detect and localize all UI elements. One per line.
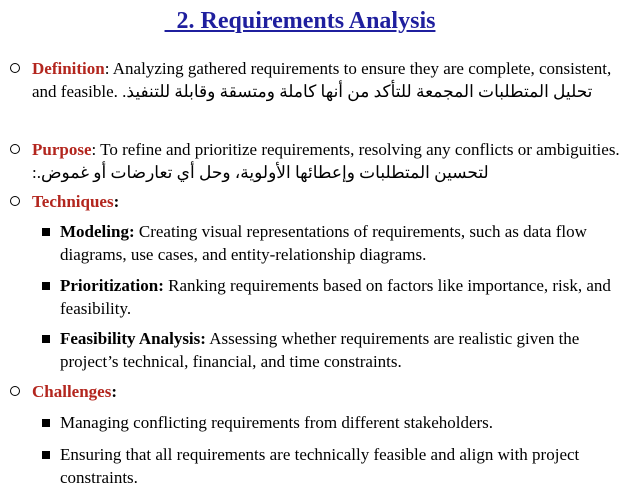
square-bullet-icon bbox=[42, 451, 50, 459]
square-bullet-icon bbox=[42, 419, 50, 427]
circle-bullet-icon bbox=[10, 196, 20, 206]
technique-item-prioritization bbox=[60, 274, 632, 320]
square-bullet-icon bbox=[42, 282, 50, 290]
technique-term: Modeling: bbox=[60, 222, 135, 241]
technique-text: Assessing whether requirements are realistic given the project’s technical, financial, and time constraints. bbox=[60, 329, 580, 371]
purpose-label: Purpose bbox=[32, 140, 92, 159]
challenge-item: Managing conflicting requirements from different stakeholders. bbox=[60, 413, 494, 432]
techniques-heading bbox=[32, 190, 632, 213]
slide-title: 2. Requirements Analysis bbox=[164, 8, 436, 34]
technique-text: Creating visual representations of requirements, such as data flow diagrams, use cases, and entity-relationship diagrams. bbox=[60, 222, 587, 264]
definition-label: Definition bbox=[32, 59, 105, 78]
purpose-text: : To refine and prioritize requirements, resolving any conflicts or ambiguities. : bbox=[32, 140, 620, 182]
technique-item-modeling bbox=[60, 220, 632, 266]
challenge-item: Ensuring that all requirements are technically feasible and align with project constraints. bbox=[60, 445, 580, 487]
technique-term: Feasibility Analysis: bbox=[60, 329, 206, 348]
square-bullet-icon bbox=[42, 335, 50, 343]
techniques-label: Techniques bbox=[32, 192, 114, 211]
square-bullet-icon bbox=[42, 228, 50, 236]
purpose-arabic-text: لتحسين المتطلبات وإعطائها الأولوية، وحل أي تعارضات أو غموض. bbox=[36, 163, 489, 182]
circle-bullet-icon bbox=[10, 386, 20, 396]
technique-term: Prioritization: bbox=[60, 276, 164, 295]
definition-arabic-text: تحليل المتطلبات المجمعة للتأكد من أنها كاملة ومتسقة وقابلة للتنفيذ. bbox=[122, 82, 593, 101]
techniques-colon: : bbox=[113, 192, 120, 211]
technique-item-feasibility bbox=[60, 327, 632, 373]
challenges-colon: : bbox=[111, 382, 118, 401]
circle-bullet-icon bbox=[10, 144, 20, 154]
challenges-heading bbox=[32, 380, 632, 403]
definition-text: : Analyzing gathered requirements to ensure they are complete, consistent, and feasible. bbox=[32, 59, 612, 101]
purpose-item bbox=[32, 138, 632, 184]
circle-bullet-icon bbox=[10, 63, 20, 73]
definition-item bbox=[32, 57, 632, 103]
challenges-label: Challenges bbox=[32, 382, 112, 401]
technique-text: Ranking requirements based on factors like importance, risk, and feasibility. bbox=[60, 276, 611, 318]
